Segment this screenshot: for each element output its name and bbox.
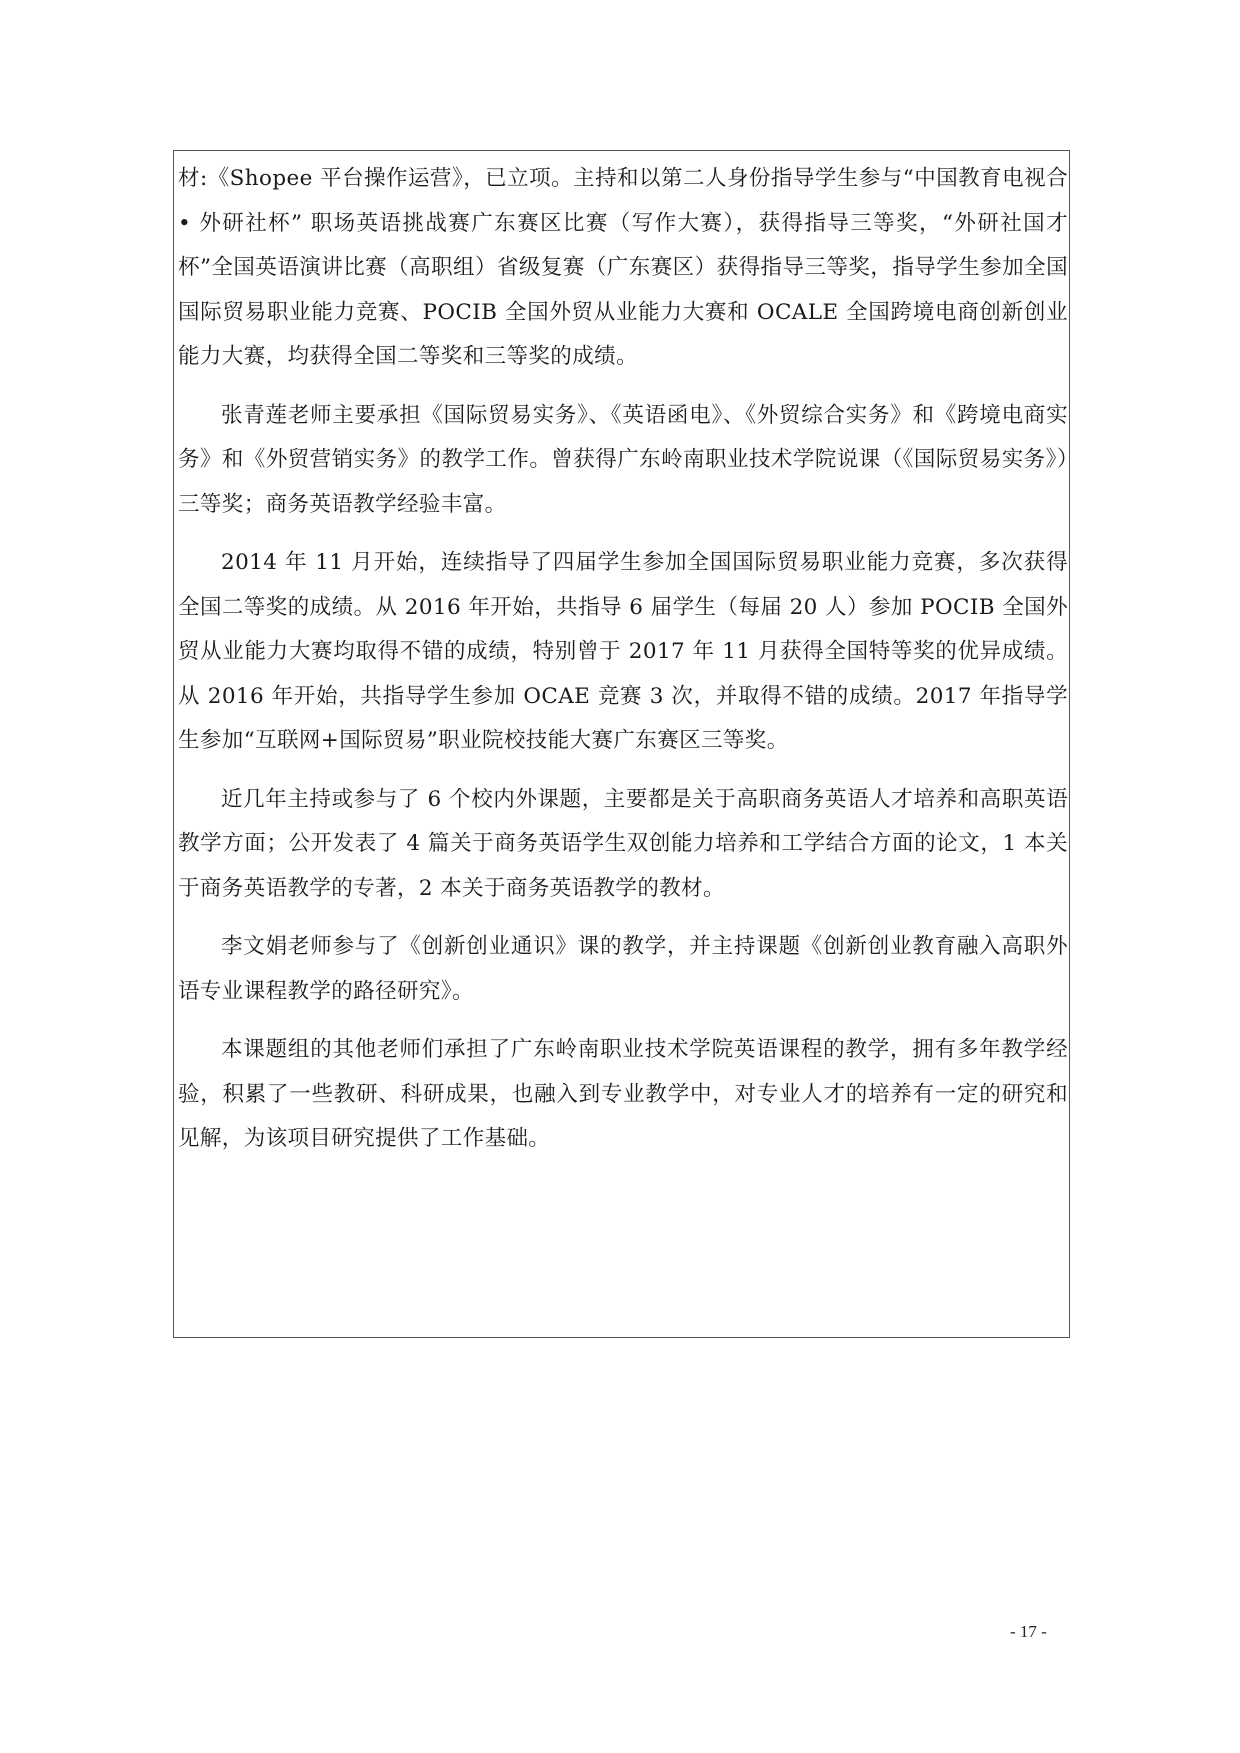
- page-number: - 17 -: [1010, 1622, 1047, 1641]
- paragraph-li-wenjuan: 李文娟老师参与了《创新创业通识》课的教学，并主持课题《创新创业教育融入高职外语专业课程教学的路径研究》。: [178, 934, 1068, 1004]
- content-table-cell: [173, 150, 1070, 1338]
- paragraph-continued-achievements: 材:《Shopee 平台操作运营》，已立项。主持和以第二人身份指导学生参与“中国教育电视合• 外研社杯” 职场英语挑战赛广东赛区比赛（写作大赛），获得指导三等奖，“外研社国才杯”全国英语演讲比赛（高职组）省级复赛（广东赛区）获得指导三等奖，指导学生参加全国国际贸易职业能力竞赛、POCIB 全国外贸从业能力大赛和 OCALE 全国跨境电商创新创业能力大赛，均获得全国二等奖和三等奖的成绩。: [178, 166, 1068, 369]
- paragraph-competition-guidance: 2014 年 11 月开始，连续指导了四届学生参加全国国际贸易职业能力竞赛，多次获得全国二等奖的成绩。从 2016 年开始，共指导 6 届学生（每届 20 人）参加 POCIB 全国外贸从业能力大赛均取得不错的成绩，特别曾于 2017 年 11 月获得全国特等奖的优异成绩。从 2016 年开始，共指导学生参加 OCAE 竞赛 3 次，并取得不错的成绩。2017 年指导学生参加“互联网+国际贸易”职业院校技能大赛广东赛区三等奖。: [178, 550, 1068, 753]
- paragraph-research-projects: 近几年主持或参与了 6 个校内外课题，主要都是关于高职商务英语人才培养和高职英语教学方面；公开发表了 4 篇关于商务英语学生双创能力培养和工学结合方面的论文，1 本关于商务英语教学的专著，2 本关于商务英语教学的教材。: [178, 786, 1068, 901]
- paragraph-team-summary: 本课题组的其他老师们承担了广东岭南职业技术学院英语课程的教学，拥有多年教学经验，积累了一些教研、科研成果，也融入到专业教学中，对专业人才的培养有一定的研究和见解，为该项目研究提供了工作基础。: [178, 1037, 1068, 1151]
- paragraph-zhang-qinglian: 张青莲老师主要承担《国际贸易实务》、《英语函电》、《外贸综合实务》和《跨境电商实务》和《外贸营销实务》的教学工作。曾获得广东岭南职业技术学院说课（《国际贸易实务》）三等奖；商务英语教学经验丰富。: [178, 402, 1068, 517]
